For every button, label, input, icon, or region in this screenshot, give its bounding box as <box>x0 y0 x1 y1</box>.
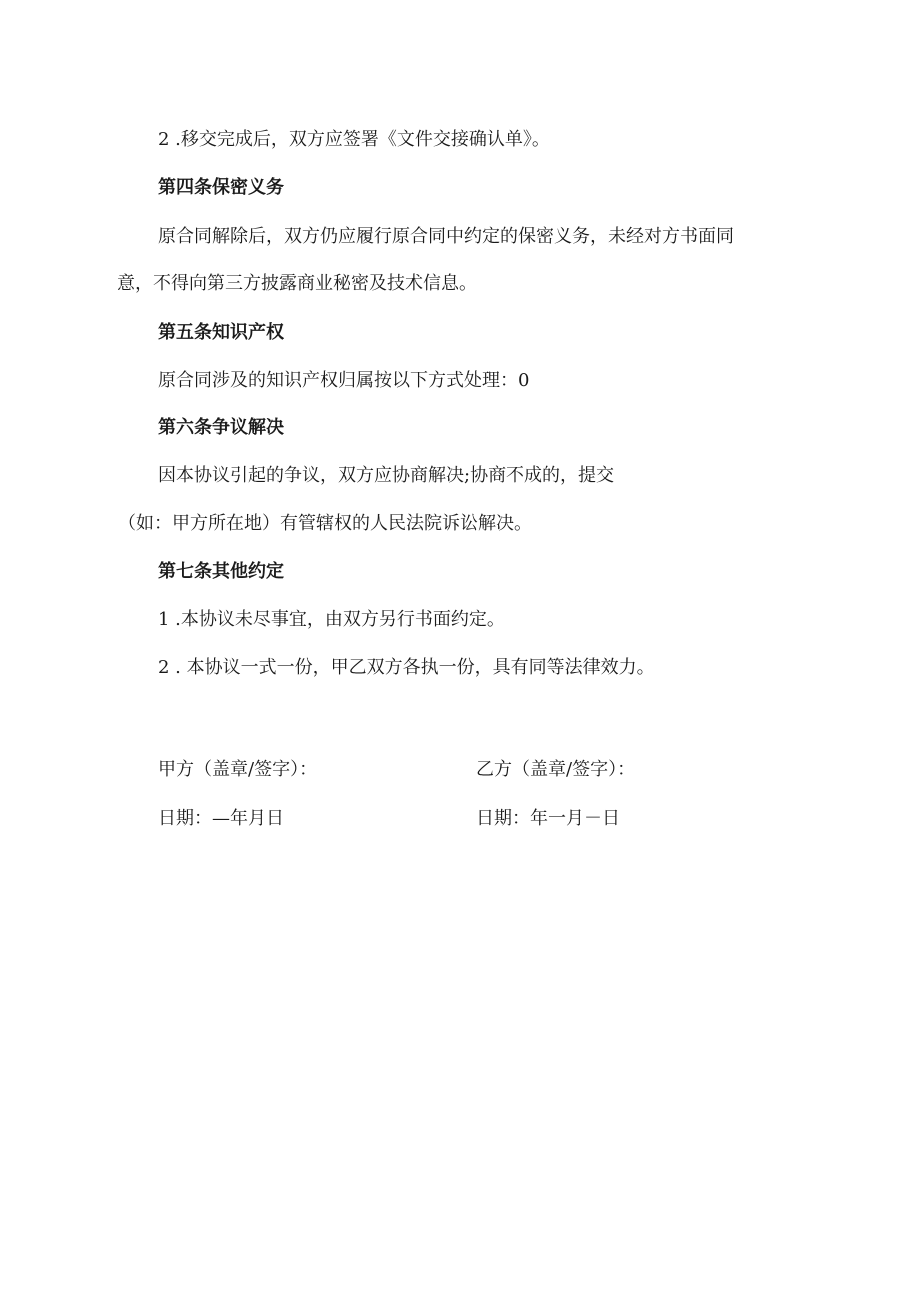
article-7-heading: 第七条其他约定 <box>158 561 284 582</box>
article-7-item-1: 1 .本协议未尽事宜，由双方另行书面约定。 <box>158 609 505 630</box>
article-7-item-2: 2 . 本协议一式一份，甲乙双方各执一份，具有同等法律效力。 <box>158 657 655 678</box>
handover-item-2: 2 .移交完成后，双方应签署《文件交接确认单》。 <box>158 129 550 150</box>
article-5-heading: 第五条知识产权 <box>158 322 284 343</box>
article-6-heading: 第六条争议解决 <box>158 417 284 438</box>
article-4-body-line-1: 原合同解除后，双方仍应履行原合同中约定的保密义务，未经对方书面同 <box>158 226 734 247</box>
article-4-body-line-2: 意，不得向第三方披露商业秘密及技术信息。 <box>117 273 477 294</box>
article-6-body-line-1: 因本协议引起的争议，双方应协商解决;协商不成的，提交 <box>158 465 615 486</box>
party-b-date: 日期：年一月－日 <box>476 808 620 829</box>
article-5-body: 原合同涉及的知识产权归属按以下方式处理：0 <box>158 370 530 391</box>
article-6-body-line-2: （如：甲方所在地）有管辖权的人民法院诉讼解决。 <box>118 513 532 534</box>
party-a-signature-label: 甲方（盖章/签字）： <box>158 759 318 780</box>
party-a-date: 日期：—年月日 <box>158 808 284 829</box>
article-4-heading: 第四条保密义务 <box>158 177 284 198</box>
party-b-signature-label: 乙方（盖章/签字）： <box>476 759 636 780</box>
